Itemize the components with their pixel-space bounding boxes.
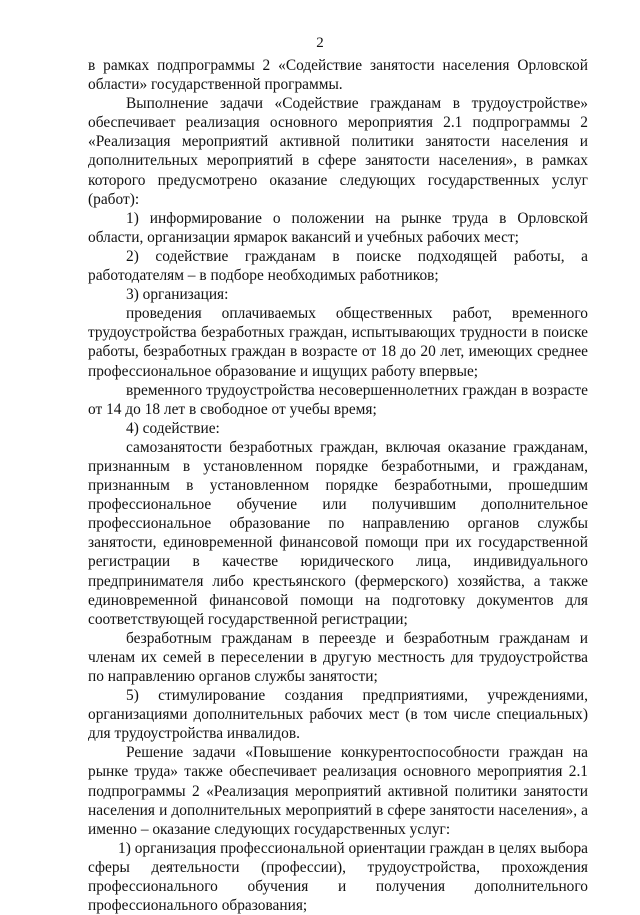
list-subitem-4a: самозанятости безработных граждан, включая оказание гражданам, признанным в установленном порядке безработными, и гражданам, признанным в установленном порядке безработными, прошедшим профессиональное обучение или получившим дополнительное профессиональное образование по направлению органов службы занятости, единовременной финансовой помощи при их государственной регистрации в качестве юридического лица, индивидуального предпринимателя либо крестьянского (фермерского) хозяйства, а также единовременной финансовой помощи на подготовку документов для соответствующей государственной регистрации; — [88, 438, 588, 628]
list-item-2: 2) содействие гражданам в поиске подходящей работы, а работодателям – в подборе необходимых работников; — [88, 247, 588, 285]
paragraph-1: в рамках подпрограммы 2 «Содействие занятости населения Орловской области» государственной программы. — [88, 57, 588, 94]
list-item-3: 3) организация: — [126, 286, 229, 304]
list-subitem-3b: временного трудоустройства несовершеннолетних граждан в возрасте от 14 до 18 лет в свободное от учебы время; — [88, 381, 588, 418]
list-item-4: 4) содействие: — [126, 419, 220, 437]
page-number: 2 — [316, 35, 324, 51]
list-item-1: 1) информирование о положении на рынке труда в Орловской области, организации ярмарок вакансий и учебных рабочих мест; — [88, 209, 588, 246]
list-item-1b: 1) организация профессиональной ориентации граждан в целях выбора сферы деятельности (профессии), трудоустройства, прохождения профессионального обучения и получения дополнительного профессионального образования; — [88, 839, 588, 915]
list-item-5: 5) стимулирование создания предприятиями, учреждениями, организациями дополнительных рабочих мест (в том числе специальных) для трудоустройства инвалидов. — [88, 687, 588, 743]
paragraph-2: Выполнение задачи «Содействие гражданам в трудоустройстве» обеспечивает реализация основного мероприятия 2.1 подпрограммы 2 «Реализация мероприятий активной политики занятости населения и дополнительных мероприятий в сфере занятости населения», в рамках которого предусмотрено оказание следующих государственных услуг (работ): — [88, 95, 588, 208]
list-subitem-4b: безработным гражданам в переезде и безработным гражданам и членам их семей в переселении в другую местность для трудоустройства по направлению органов службы занятости; — [88, 629, 588, 685]
paragraph-3: Решение задачи «Повышение конкурентоспособности граждан на рынке труда» также обеспечивает реализация основного мероприятия 2.1 подпрограммы 2 «Реализация мероприятий активной политики занятости населения и дополнительных мероприятий в сфере занятости населения», а именно – оказание следующих государственных услуг: — [88, 744, 588, 838]
list-subitem-3a: проведения оплачиваемых общественных работ, временного трудоустройства безработных граждан, испытывающих трудности в поиске работы, безработных граждан в возрасте от 18 до 20 лет, имеющих среднее профессиональное образование и ищущих работу впервые; — [88, 305, 588, 380]
document-body — [88, 56, 588, 915]
